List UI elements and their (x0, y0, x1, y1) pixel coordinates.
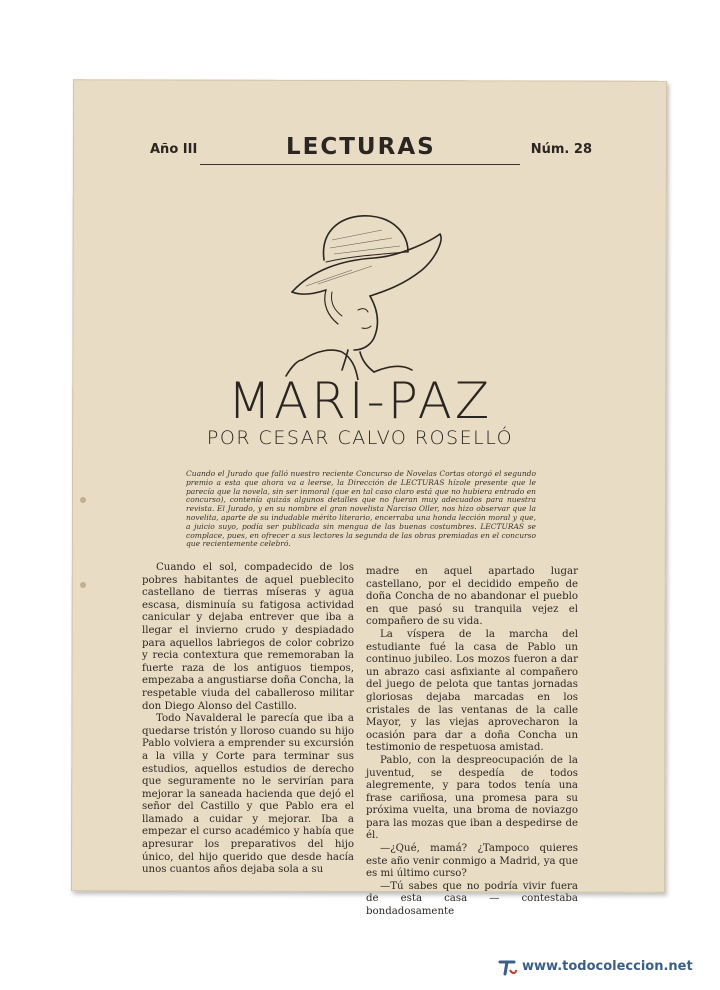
issue-number: Núm. 28 (530, 142, 592, 157)
binding-hole (80, 497, 86, 503)
paragraph: —Tú sabes que no podría vivir fuera de esta casa — contestaba bondadosamente (366, 880, 578, 918)
paragraph: Todo Navalderal le parecía que iba a quedarse tristón y lloroso cuando su hijo Pablo volviera a emprender su excursión a la villa y Corte para terminar sus estudios, aquellos estudios de derecho que seguramente no le servirían para mejorar la saneada hacienda que dejó el señor del Castillo y que Pablo era el llamado a cuidar y mejorar. Iba a empezar el curso académico y había que apresurar los preparativos del hijo único, del hijo querido que desde hacía unos cuantos años dejaba sola a su (142, 713, 354, 876)
text-column-left (142, 562, 354, 877)
text-column-right (366, 566, 578, 919)
watermark-text: www.todocoleccion.net (522, 959, 693, 974)
paragraph: Cuando el sol, compadecido de los pobres habitantes de aquel pueblecito castellano de tierras míseras y agua escasa, disminuía su fatigosa actividad canicular y dejaba entrever que iba a llegar el invierno crudo y despiadado para aquellos labriegos de color cobrizo y recia contextura que rememoraban la fuerte raza de los antiguos tiempos, empezaba a angustiarse doña Concha, la respetable viuda del caballeroso militar don Diego Alonso del Castillo. (142, 562, 354, 712)
paragraph: —¿Qué, mamá? ¿Tampoco quieres este año venir conmigo a Madrid, ya que es mi último curso? (366, 843, 578, 880)
issue-year: Año III (150, 142, 198, 157)
paragraph: La víspera de la marcha del estudiante fué la casa de Pablo un continuo jubileo. Los mozos fueron a dar un abrazo casi asfixiante al compañero del juego de pelota que tantas jornadas gloriosas dejaba marcadas en los cristales de las ventanas de la calle Mayor, y las viejas aprovecharon la ocasión para dar a doña Concha un testimonio de respetuosa amistad. (366, 628, 578, 754)
story-byline: POR CESAR CALVO ROSELLÓ (206, 427, 514, 449)
woman-with-hat-illustration (262, 200, 448, 380)
todocoleccion-logo-icon (496, 956, 518, 978)
binding-hole (80, 582, 86, 588)
masthead-rule (200, 164, 520, 165)
paragraph: Pablo, con la despreocupación de la juventud, se despedía de todos alegremente, y para todos tenía una frase cariñosa, una promesa para su próxima vuelta, una broma de noviazgo para las mozas que iban a despedirse de él. (366, 754, 578, 842)
magazine-title: LECTURAS (286, 134, 436, 160)
paragraph: madre en aquel apartado lugar castellano, por el decidido empeño de doña Concha de no abandonar el pueblo en que pasó su tranquila vejez el compañero de su vida. (366, 566, 578, 628)
site-watermark (496, 956, 710, 980)
masthead (150, 134, 600, 164)
editorial-note: Cuando el Jurado que falló nuestro reciente Concurso de Novelas Cortas otorgó el segundo premio a esta que ahora va a leerse, la Dirección de LECTURAS hízole presente que le parecía que la novela, sin ser inmoral (que en tal caso claro está que no hubiera entrado en concurso), contenía quizás algunos detalles que no fueran muy adecuados para nuestra revista. El Jurado, y en su nombre el gran novelista Narciso Oller, nos hizo observar que la novelita, aparte de su indudable mérito literario, encerraba una honda lección moral y que, a juicio suyo, podía ser publicada sin mengua de las buenas costumbres. LECTURAS se complace, pues, en ofrecer a sus lectores la segunda de las obras premiadas en el concurso que recientemente celebró. (186, 469, 536, 549)
story-title: MARI-PAZ (227, 372, 493, 430)
